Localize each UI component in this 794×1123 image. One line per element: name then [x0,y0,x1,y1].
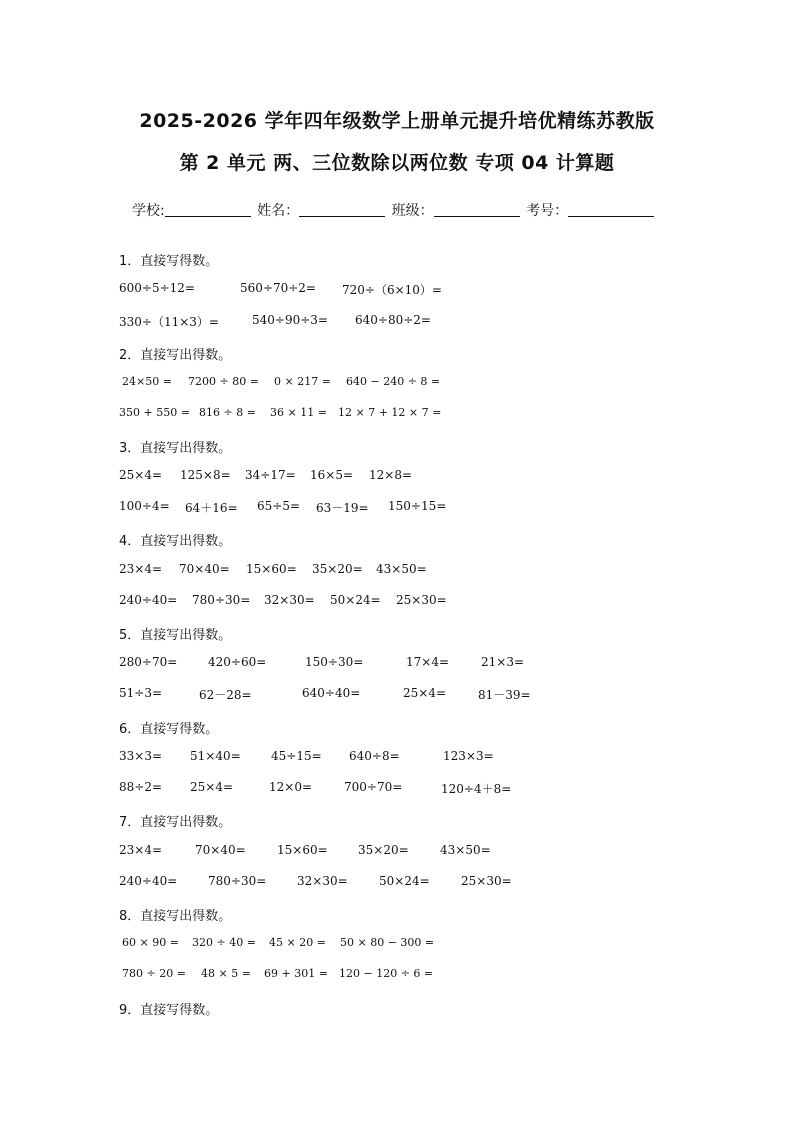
problem: 21×3= [481,655,525,669]
problem: 640÷8= [349,749,400,763]
problem: 50 × 80 − 300 = [340,936,435,949]
problem: 780 ÷ 20 = [122,967,186,980]
name-blank[interactable] [299,202,385,217]
problem: 88÷2= [119,780,163,794]
question-label: 2．直接写出得数。 [119,348,232,363]
problem: 780÷30= [192,593,251,607]
problem: 23×4= [119,562,163,576]
problem: 7200 ÷ 80 = [188,375,259,388]
problem: 25×4= [403,686,447,700]
question-label: 7．直接写出得数。 [119,815,232,830]
problem: 25×30= [461,874,512,888]
problem: 640÷40= [302,686,361,700]
question-label: 8．直接写出得数。 [119,909,232,924]
problem: 12 × 7 + 12 × 7 = [338,406,442,419]
problem: 320 ÷ 40 = [192,936,256,949]
class-blank[interactable] [434,202,520,217]
problem: 700÷70= [344,780,403,794]
school-blank[interactable] [165,202,251,217]
problem: 51×40= [190,749,241,763]
problem: 16×5= [310,468,354,482]
page-subtitle: 第 2 单元 两、三位数除以两位数 专项 04 计算题 [179,152,615,174]
question-label: 6．直接写得数。 [119,722,219,737]
problem: 35×20= [358,843,409,857]
problem: 24×50 = [122,375,172,388]
page-title: 2025-2026 学年四年级数学上册单元提升培优精练苏教版 [139,110,655,132]
exam-number-label: 考号： [526,203,569,219]
problem: 33×3= [119,749,163,763]
problem: 123×3= [443,749,494,763]
question-label: 1．直接写得数。 [119,254,219,269]
problem: 50×24= [330,593,381,607]
problem: 70×40= [179,562,230,576]
problem: 640 − 240 ÷ 8 = [346,375,441,388]
problem: 17×4= [406,655,450,669]
problem: 34÷17= [245,468,296,482]
problem: 240÷40= [119,593,178,607]
problem: 43×50= [376,562,427,576]
problem: 100÷4= [119,499,170,513]
student-info-line [132,200,656,220]
problem: 50×24= [379,874,430,888]
name-label: 姓名： [257,203,300,219]
problem: 330÷（11×3）= [119,315,219,329]
school-label: 学校: [132,203,165,219]
problem: 70×40= [195,843,246,857]
question-label: 4．直接写出得数。 [119,534,232,549]
problem: 150÷30= [305,655,364,669]
question-label: 9．直接写得数。 [119,1003,219,1018]
problem: 81－39= [478,688,531,702]
problem: 48 × 5 = [201,967,251,980]
problem: 640÷80÷2= [355,313,431,327]
problem: 45 × 20 = [269,936,326,949]
problem: 64＋16= [185,501,238,515]
problem: 25×4= [119,468,163,482]
problem: 25×30= [396,593,447,607]
problem: 23×4= [119,843,163,857]
problem: 120÷4＋8= [441,782,512,796]
problem: 32×30= [297,874,348,888]
problem: 12×0= [269,780,313,794]
problem: 45÷15= [271,749,322,763]
problem: 0 × 217 = [274,375,331,388]
problem: 540÷90÷3= [252,313,328,327]
problem: 51÷3= [119,686,163,700]
question-label: 5．直接写出得数。 [119,628,232,643]
class-label: 班级： [391,203,434,219]
exam-number-blank[interactable] [568,202,654,217]
problem: 60 × 90 = [122,936,179,949]
problem: 720÷（6×10）= [342,283,442,297]
problem: 65÷5= [257,499,301,513]
problem: 43×50= [440,843,491,857]
problem: 125×8= [180,468,231,482]
problem: 69 + 301 = [264,967,328,980]
problem: 120 − 120 ÷ 6 = [339,967,434,980]
problem: 15×60= [277,843,328,857]
problem: 150÷15= [388,499,447,513]
problem: 36 × 11 = [270,406,327,419]
problem: 12×8= [369,468,413,482]
problem: 280÷70= [119,655,178,669]
problem: 420÷60= [208,655,267,669]
problem: 35×20= [312,562,363,576]
problem: 63－19= [316,501,369,515]
question-label: 3．直接写出得数。 [119,441,232,456]
problem: 816 ÷ 8 = [199,406,256,419]
problem: 25×4= [190,780,234,794]
problem: 780÷30= [208,874,267,888]
problem: 350 + 550 = [119,406,190,419]
problem: 32×30= [264,593,315,607]
problem: 240÷40= [119,874,178,888]
problem: 62－28= [199,688,252,702]
problem: 15×60= [246,562,297,576]
problem: 560÷70÷2= [240,281,316,295]
problem: 600÷5÷12= [119,281,195,295]
